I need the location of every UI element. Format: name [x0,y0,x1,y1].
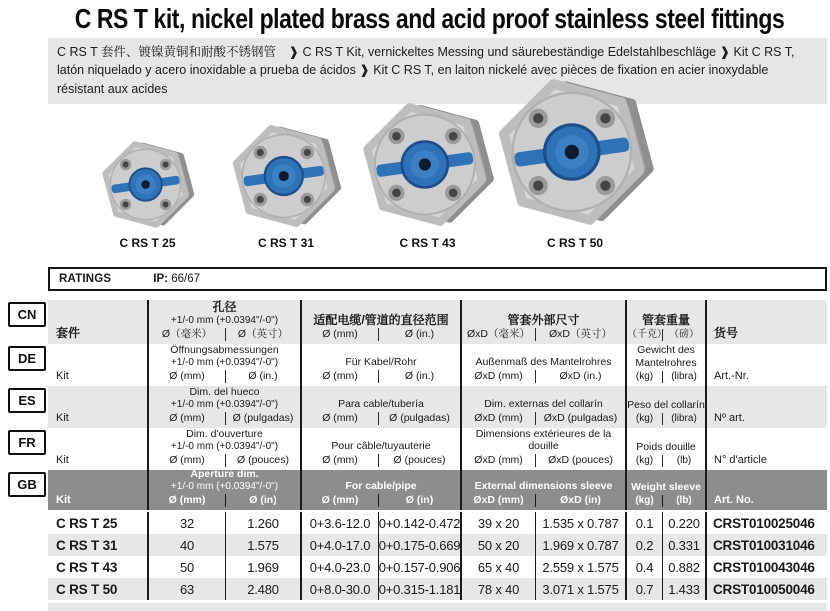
ip-rating-value: IP: 66/67 [153,273,200,285]
external-in: 2.559 x 1.575 [535,556,625,578]
cable-in: 0+0.175-0.669 [378,534,460,556]
kit-column-header: Kit [56,411,69,424]
aperture-mm: 32 [147,512,225,534]
units-separator: （磅） [662,329,705,341]
cable-column-header: For cable/pipe Ø (mm) Ø (in) [300,470,460,510]
product-label: C RS T 50 [546,236,603,250]
external-in: 1.969 x 0.787 [535,534,625,556]
ratings-bar [48,267,827,291]
cable-in: 0+0.157-0.906 [378,556,460,578]
external-dims-column-header: Außenmaß des Mantelrohres ØxD (mm) ØxD (in.) [460,344,625,386]
table-header-row-es [48,386,827,428]
units-separator: ØxD (in) [535,494,625,507]
table-row-crst25 [48,512,827,534]
table-header-row-cn [48,300,827,344]
units-separator: Ø (in.) [225,370,300,383]
art-no-column-header: Art.-Nr. [705,344,827,386]
kit-name: C RS T 43 [56,559,118,575]
units-separator: ØxD（英寸） [535,328,625,341]
cable-mm: 0+4.0-17.0 [300,534,378,556]
external-mm: 50 x 20 [460,534,535,556]
product-label: C RS T 43 [399,236,456,250]
fitting-illustration-icon [495,72,655,232]
external-mm: 65 x 40 [460,556,535,578]
cable-in: 0+0.315-1.181 [378,578,460,600]
product-image-crst25 [100,137,195,232]
product-image-crst43 [360,97,495,232]
page-title: C RS T kit, nickel plated brass and acid proof stainless steel fittings [74,3,785,34]
external-mm: 39 x 20 [460,512,535,534]
weight-column-header: Peso del collarín (kg) (libra) [625,386,705,428]
kit-name: C RS T 50 [56,581,118,597]
units-separator: Ø (pouces) [378,454,460,467]
aperture-column-header: Aperture dim. +1/-0 mm (+0.0394"/-0") Ø (mm) Ø (in) [147,470,300,510]
aperture-mm: 50 [147,556,225,578]
aperture-in: 1.969 [225,556,300,578]
aperture-column-header: Dim. d'ouverture +1/-0 mm (+0.0394"/-0") Ø (mm) Ø (pouces) [147,428,300,470]
external-in: 1.535 x 0.787 [535,512,625,534]
external-dims-column-header: Dim. externas del collarín ØxD (mm) ØxD (pulgadas) [460,386,625,428]
table-header-row-gb [48,470,827,512]
weight-kg: 0.1 [625,512,662,534]
article-number: CRST010031046 [705,534,827,556]
kit-column-header: 套件 [56,326,81,341]
units-separator: Ø (pulgadas) [225,412,300,425]
article-number: CRST010043046 [705,556,827,578]
weight-kg: 0.4 [625,556,662,578]
art-no-column-header: Nº art. [705,386,827,428]
specifications-table [48,300,827,600]
art-no-column-header: 货号 [705,300,827,344]
units-separator: Ø（英寸） [225,328,300,341]
weight-lb: 0.220 [662,512,705,534]
product-label: C RS T 31 [257,236,314,250]
weight-kg: 0.7 [625,578,662,600]
aperture-in: 1.575 [225,534,300,556]
cable-mm: 0+8.0-30.0 [300,578,378,600]
table-header-row-de [48,344,827,386]
kit-name: C RS T 25 [56,515,118,531]
article-number: CRST010025046 [705,512,827,534]
aperture-in: 1.260 [225,512,300,534]
weight-column-header: Gewicht des Mantelrohres (kg) (libra) [625,344,705,386]
art-no-column-header: N° d'article [705,428,827,470]
kit-column-header: Kit [56,493,71,506]
external-mm: 78 x 40 [460,578,535,600]
language-badge-es: ES [8,388,46,413]
product-image-crst31 [230,120,342,232]
article-number: CRST010050046 [705,578,827,600]
weight-lb: 1.433 [662,578,705,600]
units-separator: (libra) [662,413,705,425]
units-separator: Ø (in.) [378,370,460,383]
table-header-row-fr [48,428,827,470]
table-row-crst50 [48,578,827,600]
art-no-column-header: Art. No. [705,470,827,510]
fitting-illustration-icon [100,137,195,232]
aperture-in: 2.480 [225,578,300,600]
weight-lb: 0.331 [662,534,705,556]
units-separator: ØxD (pulgadas) [535,412,625,425]
table-row-crst43 [48,556,827,578]
units-separator: Ø (in.) [378,328,460,341]
weight-column-header: 管套重量 （千克） （磅） [625,300,705,344]
language-badge-cn: CN [8,302,46,327]
weight-kg: 0.2 [625,534,662,556]
kit-name: C RS T 31 [56,537,118,553]
external-in: 3.071 x 1.575 [535,578,625,600]
units-separator: Ø (pulgadas) [378,412,460,425]
external-dims-column-header: Dimensions extérieures de la douille ØxD (mm) ØxD (pouces) [460,428,625,470]
weight-lb: 0.882 [662,556,705,578]
units-separator: (lb) [662,495,705,507]
language-badge-de: DE [8,346,46,371]
aperture-mm: 63 [147,578,225,600]
table-row-crst31 [48,534,827,556]
cable-mm: 0+3.6-12.0 [300,512,378,534]
product-image-crst50 [495,72,655,232]
weight-column-header: Poids douille (kg) (lb) [625,428,705,470]
cable-in: 0+0.142-0.472 [378,512,460,534]
units-separator: Ø (in) [225,494,300,507]
fitting-illustration-icon [360,97,495,232]
units-separator: Ø (pouces) [225,454,300,467]
external-dims-column-header: 管套外部尺寸 ØxD（毫米） ØxD（英寸） [460,300,625,344]
fitting-illustration-icon [230,120,342,232]
aperture-column-header: Öffnungsabmessungen +1/-0 mm (+0.0394"/-0") Ø (mm) Ø (in.) [147,344,300,386]
aperture-mm: 40 [147,534,225,556]
kit-column-header: Kit [56,453,69,466]
aperture-column-header: 孔径 +1/-0 mm (+0.0394"/-0") Ø（毫米） Ø（英寸） [147,300,300,344]
external-dims-column-header: External dimensions sleeve ØxD (mm) ØxD (in) [460,470,625,510]
language-badge-gb: GB [8,472,46,497]
units-separator: (lb) [662,455,705,467]
next-section-strip [48,603,827,611]
cable-column-header: Pour câble/tuyauterie Ø (mm) Ø (pouces) [300,428,460,470]
language-badge-fr: FR [8,430,46,455]
cable-column-header: 适配电缆/管道的直径范围 Ø (mm) Ø (in.) [300,300,460,344]
units-separator: Ø (in) [378,494,460,507]
multilingual-subtitle: C RS T 套件、镀镍黄铜和耐酸不锈钢管 ❱ C RS T Kit, vernickeltes Messing und säurebeständige Edelstahlbeschläge ❱ Kit C RS T, latón niquelado y acero inoxidable a prueba de ácidos ❱ Kit C RS T, en laiton nickelé avec pièces de fixation en acier inoxydable résistant aux acides [48,38,827,104]
cable-column-header: Für Kabel/Rohr Ø (mm) Ø (in.) [300,344,460,386]
units-separator: ØxD (in.) [535,370,625,383]
aperture-column-header: Dim. del hueco +1/-0 mm (+0.0394"/-0") Ø (mm) Ø (pulgadas) [147,386,300,428]
ratings-label: RATINGS [59,273,112,285]
units-separator: (libra) [662,371,705,383]
product-label: C RS T 25 [119,236,176,250]
kit-column-header: Kit [56,369,69,382]
weight-column-header: Weight sleeve (kg) (lb) [625,470,705,510]
units-separator: ØxD (pouces) [535,454,625,467]
cable-mm: 0+4.0-23.0 [300,556,378,578]
cable-column-header: Para cable/tubería Ø (mm) Ø (pulgadas) [300,386,460,428]
